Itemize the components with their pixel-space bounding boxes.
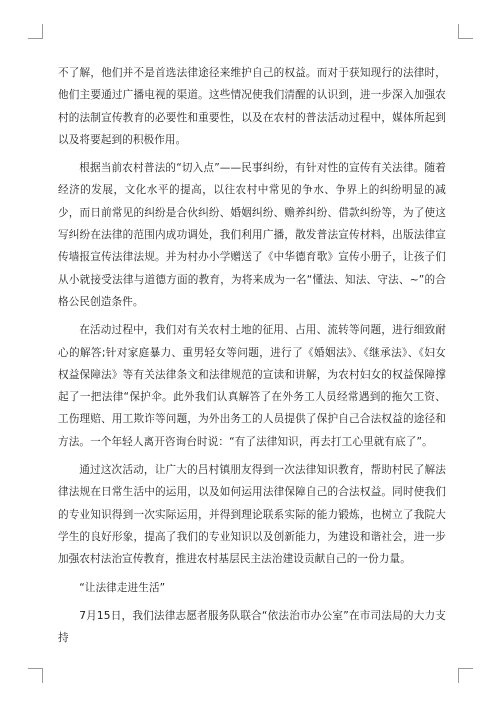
paragraph-civil-disputes: 根据当前农村普法的“切入点”——民事纠纷，有针对性的宣传有关法律。随着经济的发展，文化水平的提高，以往农村中常见的争水、争界上的纠纷明显的减少，而日前常见的纠纷是合伙纠纷、婚姻纠纷、赡养纠纷、借款纠纷等，为了使这写纠纷在法律的范围内成功调处，我们利用广播，散发普法宣传材料，出版法律宣传墙报宣传法律法规。并为村办小学赠送了《中华德育歌》宣传小册子，让孩子们从小就接受法律与道德方面的教育，为将来成为一名“懂法、知法、守法、~”的合格公民创造条件。: [58, 162, 446, 308]
crop-mark-bottom-left: [28, 668, 43, 683]
crop-mark-top-left: [28, 24, 43, 39]
crop-mark-top-right: [458, 24, 473, 39]
paragraph-july-15: 7月15日，我们法律志愿者服务队联合“依法治市办公室”在市司法局的大力支持: [58, 609, 446, 645]
paragraph-continuation: 不了解，他们并不是首选法律途径来维护自己的权益。而对于获知现行的法律时，他们主要通过广播电视的渠道。这些情况使我们清醒的认识到，进一步深入加强农村的法制宣传教育的必要性和重要性，以及在农村的普法活动过程中，媒体所起到以及将要起到的积极作用。: [58, 67, 446, 146]
crop-mark-bottom-right: [458, 668, 473, 683]
section-heading: “让法律走进生活”: [79, 581, 166, 594]
document-body: [58, 62, 446, 655]
paragraph-activity-process: 在活动过程中，我们对有关农村土地的征用、占用、流转等问题，进行细致耐心的解答;针对家庭暴力、重男轻女等问题，进行了《婚姻法》、《继承法》、《妇女权益保障法》等有关法律条文和法律规范的宣读和讲解，为农村妇女的权益保障撑起了一把法律“保护伞。此外我们认真解答了在外务工人员经常遇到的拖欠工资、工伤理赔、用工欺诈等问题，为外出务工的人员提供了保护自己合法权益的途径和方法。一个年轻人离开咨询台时说：“有了法律知识，再去打工心里就有底了”。: [58, 324, 446, 448]
paragraph-activity-outcome: 通过这次活动，让广大的吕村镇朋友得到一次法律知识教育，帮助村民了解法律法规在日常生活中的运用，以及如何运用法律保障自己的合法权益。同时使我们的专业知识得到一次实际运用，并得到理论联系实际的能力锻炼，也树立了我院大学生的良好形象，提高了我们的专业知识以及创新能力，为建设和谐社会，进一步加强农村法治宣传教育，推进农村基层民主法治建设贡献自己的一份力量。: [58, 464, 446, 566]
